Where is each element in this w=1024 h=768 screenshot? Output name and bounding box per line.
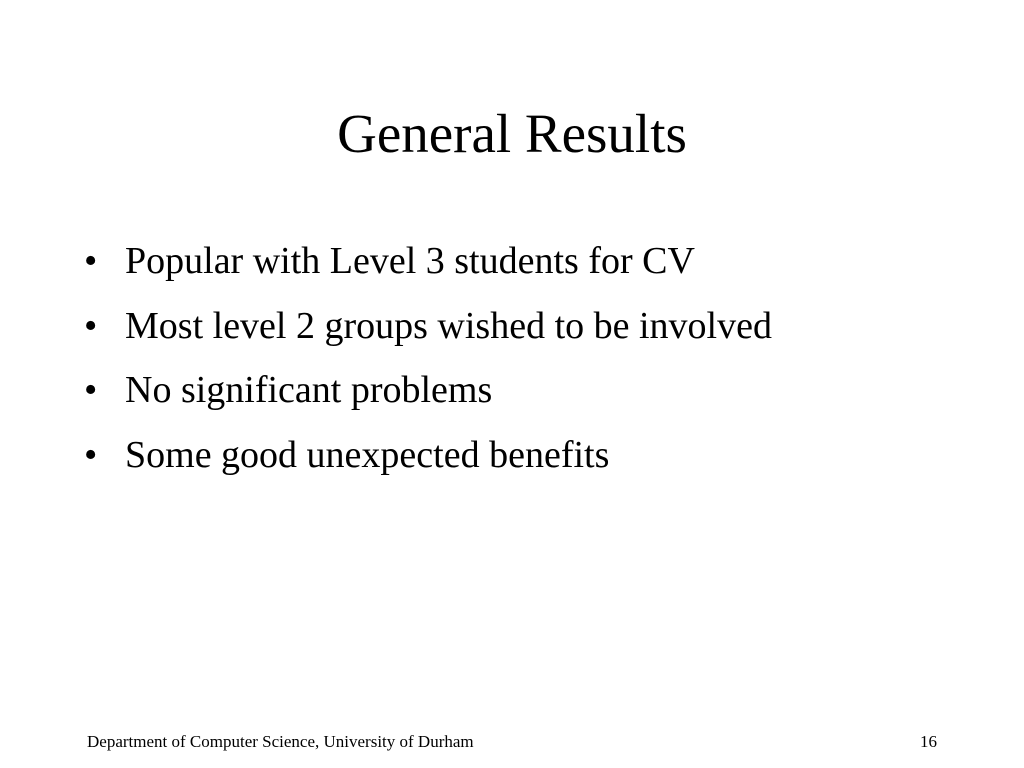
slide-title: General Results <box>337 103 687 164</box>
bullet-item-4 <box>84 423 772 488</box>
bullet-item-1 <box>84 229 772 294</box>
bullet-item-3 <box>84 358 772 423</box>
bullet-text: Most level 2 groups wished to be involved <box>125 304 772 347</box>
slide-number: 16 <box>920 732 937 751</box>
bullet-icon: • <box>84 433 98 476</box>
bullet-icon: • <box>84 369 98 411</box>
bullet-text: Popular with Level 3 students for CV <box>125 240 695 282</box>
bullet-list <box>84 229 772 487</box>
bullet-icon: • <box>84 240 98 282</box>
footer-department: Department of Computer Science, University of Durham <box>87 732 474 751</box>
bullet-icon: • <box>84 304 98 347</box>
bullet-text: No significant problems <box>125 369 493 411</box>
bullet-item-2 <box>84 294 772 359</box>
bullet-text: Some good unexpected benefits <box>125 433 610 476</box>
